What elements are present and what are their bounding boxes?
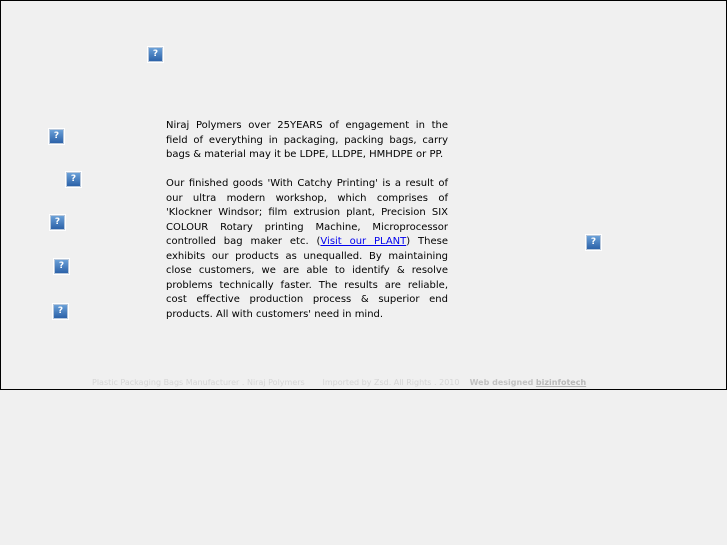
broken-image-icon: ? [53, 304, 68, 319]
designer-link[interactable]: bizinfotech [535, 378, 587, 387]
footer [92, 378, 652, 388]
broken-image-icon: ? [50, 215, 65, 230]
broken-image-icon: ? [586, 235, 601, 250]
broken-image-icon: ? [54, 259, 69, 274]
web-designed-label: Web designed [469, 378, 534, 387]
intro-paragraph-1: Niraj Polymers over 25YEARS of engagement in the field of everything in packaging, packing bags, carry bags & material may it be LDPE, LLDPE, HMHDPE or PP. [166, 120, 448, 160]
visit-plant-link[interactable]: Visit our PLANT [320, 236, 407, 247]
footer-text-mid: Imported by Zsd. All Rights . 2010 [322, 378, 460, 387]
broken-image-icon: ? [148, 47, 163, 62]
intro-paragraph-2: Our finished goods 'With Catchy Printing' is a result of our ultra modern workshop, which comprises of 'Klockner Windsor; film extrusion plant, Precision SIX COLOUR Rotary printing Machine, Microprocessor controlled bag maker etc. (Visit our PLANT) These exhibits our products as unequalled. By maintaining close customers, we are able to identify & resolve problems technically faster. The results are reliable, cost effective production process & superior end products. All with customers' need in mind. [166, 178, 449, 320]
intro-content [166, 119, 448, 337]
broken-image-icon: ? [49, 129, 64, 144]
footer-text-left: Plastic Packaging Bags Manufacturer . Niraj Polymers [92, 378, 305, 387]
broken-image-icon: ? [66, 172, 81, 187]
